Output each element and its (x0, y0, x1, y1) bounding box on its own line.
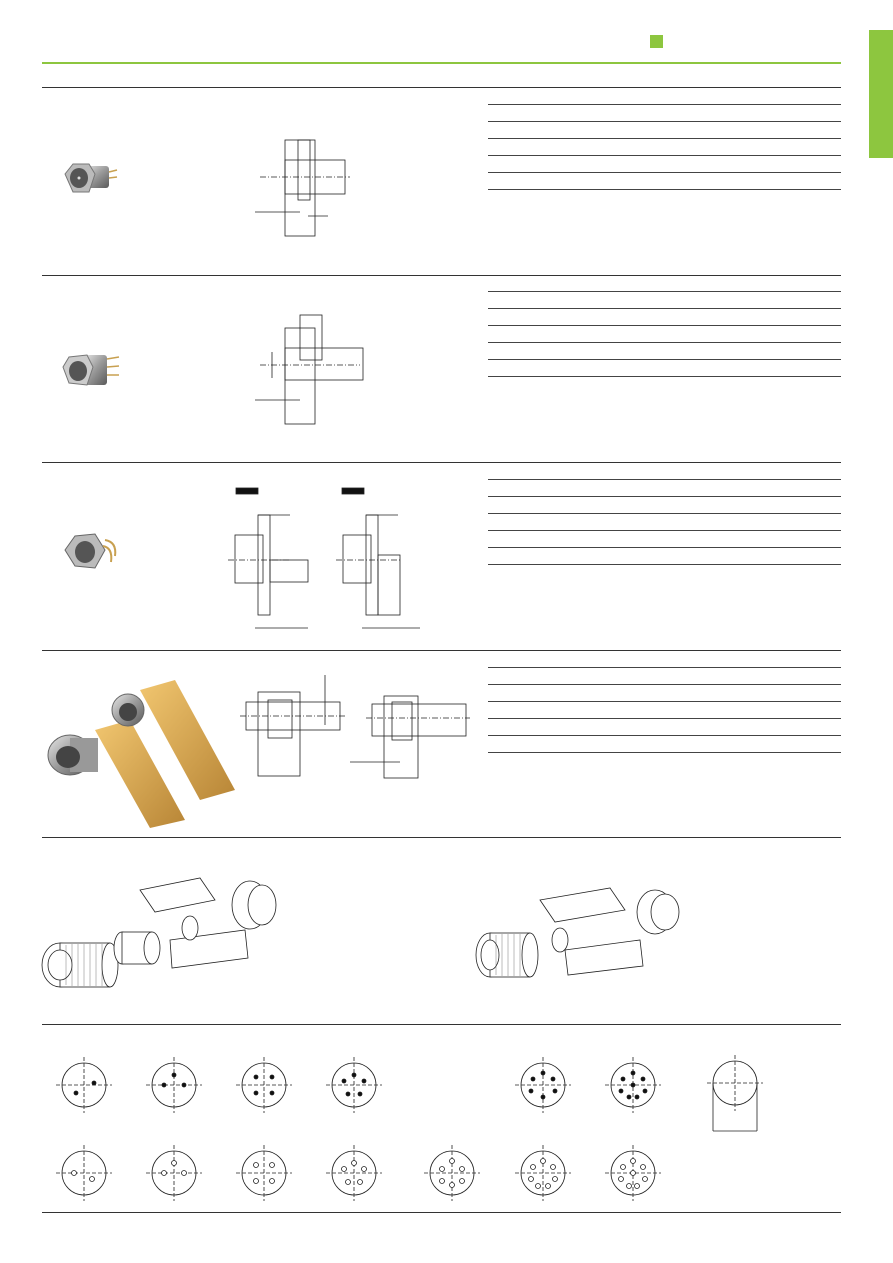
exploded-drawing-right (476, 888, 679, 977)
exploded-drawing-left (42, 878, 276, 987)
technical-drawing (228, 140, 470, 778)
pin-layout-diagrams (56, 1055, 763, 1201)
flex-cable-photo (48, 680, 235, 828)
